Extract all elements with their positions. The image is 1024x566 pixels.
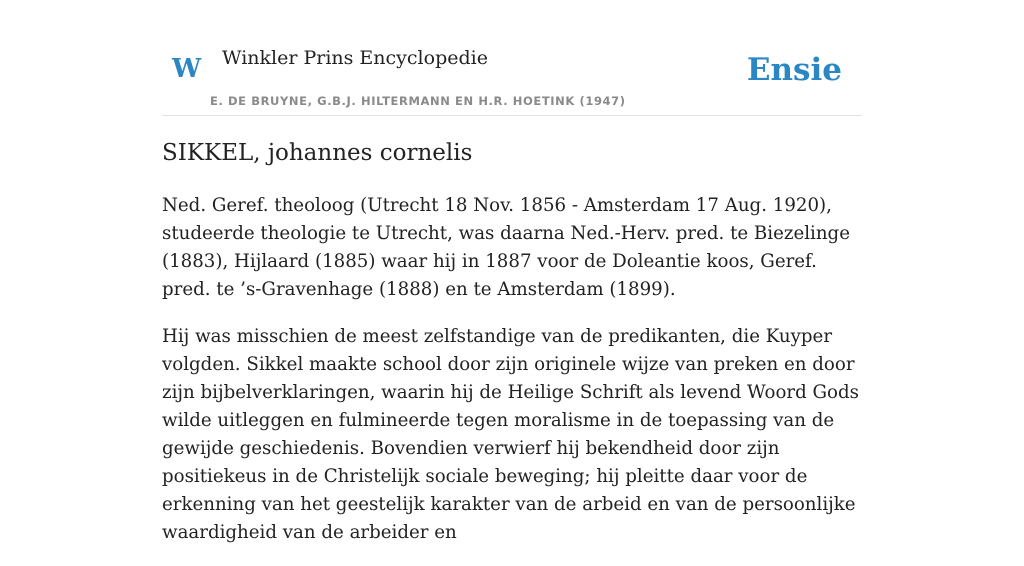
publication-title: Winkler Prins Encyclopedie	[222, 47, 488, 69]
page-header	[162, 40, 862, 116]
article-title: SIKKEL, johannes cornelis	[162, 140, 473, 166]
article-body	[162, 192, 862, 566]
winkler-prins-logo[interactable]: W	[172, 54, 202, 84]
article-paragraph: Ned. Geref. theoloog (Utrecht 18 Nov. 1856 - Amsterdam 17 Aug. 1920), studeerde theologie te Utrecht, was daarna Ned.-Herv. pred. te Biezelinge (1883), Hijlaard (1885) waar hij in 1887 voor de Doleantie koos, Geref. pred. te ’s-Gravenhage (1888) en te Amsterdam (1899).	[162, 195, 850, 300]
authors-line: E. DE BRUYNE, G.B.J. HILTERMANN EN H.R. HOETINK (1947)	[210, 94, 626, 108]
ensie-logo[interactable]: Ensie	[746, 52, 842, 88]
article-paragraph: Hij was misschien de meest zelfstandige van de predikanten, die Kuyper volgden. Sikkel maakte school door zijn originele wijze van preken en door zijn bijbelverklaringen, waarin hij de Heilige Schrift als levend Woord Gods wilde uitleggen en fulmineerde tegen moralisme in de toepassing van de gewijde geschiedenis. Bovendien verwierf hij bekendheid door zijn positiekeus in de Christelijk sociale beweging; hij pleitte daar voor de erkenning van het geestelijk karakter van de arbeid en van de persoonlijke waardigheid van de arbeider en	[162, 326, 859, 543]
